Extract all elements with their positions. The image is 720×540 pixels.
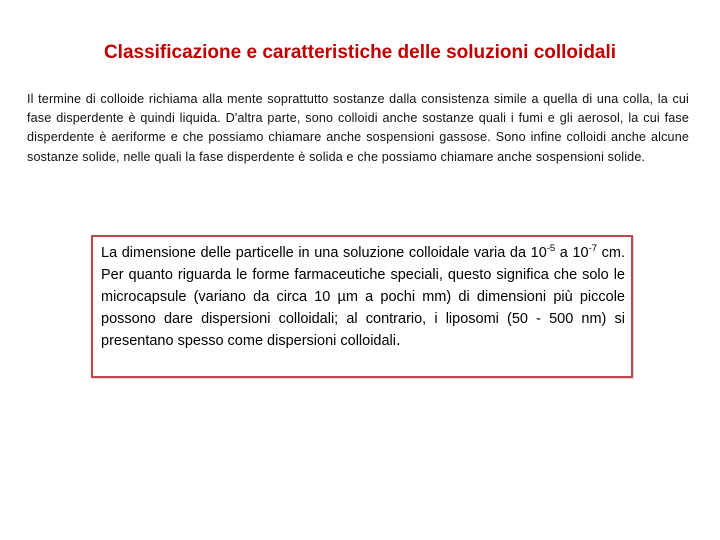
callout-box: [91, 235, 633, 378]
intro-paragraph: Il termine di colloide richiama alla mente soprattutto sostanze dalla consistenza simile a quella di una colla, la cui fase disperdente è quindi liquida. D'altra parte, sono colloidi anche sostanze quali i fumi e gli aerosol, la cui fase disperdente è aeriforme e che possiamo chiamare anche sospensioni gassose. Sono infine colloidi anche alcune sostanze solide, nelle quali la fase disperdente è solida e che possiamo chiamare anche sospensioni solide.: [27, 92, 689, 164]
slide-title: Classificazione e caratteristiche delle soluzioni colloidali: [103, 41, 617, 63]
callout-text-part2: a 10: [555, 245, 589, 261]
exponent-1: -5: [546, 243, 556, 254]
callout-text-part1: La dimensione delle particelle in una soluzione colloidale varia da 10: [101, 245, 547, 261]
callout-text-part3: cm. Per quanto riguarda le forme farmaceutiche speciali, questo significa che solo le microcapsule (variano da circa 10 µm a pochi mm) di dimensioni più piccole possono dare dispersioni colloidali; al contrario, i liposomi (50 - 500 nm) si presentano spesso come dispersioni colloidali: [101, 245, 626, 349]
callout-text: [101, 243, 625, 353]
final-period: .: [396, 329, 401, 349]
exponent-2: -7: [588, 243, 598, 254]
